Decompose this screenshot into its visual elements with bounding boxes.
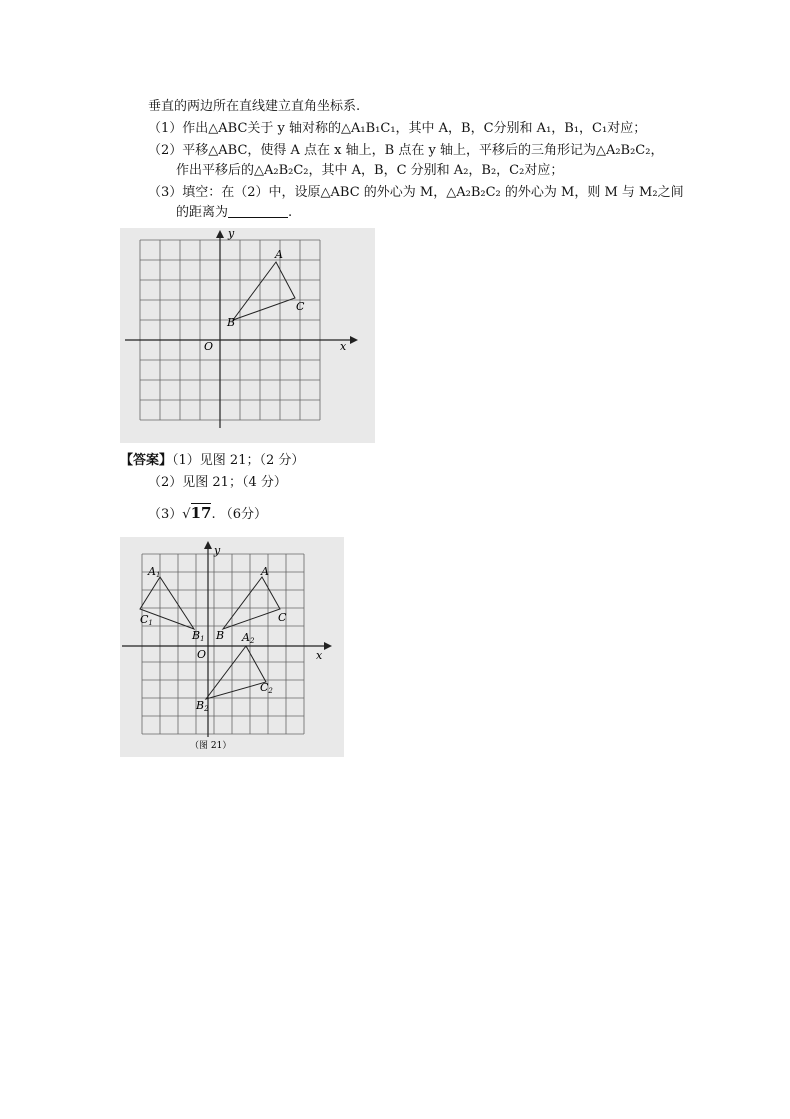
answer-tag: 【答案】	[120, 453, 173, 468]
question-3-line-2	[176, 204, 292, 222]
answer-3-prefix: （3）	[148, 507, 183, 522]
point-a-label: A	[275, 248, 283, 261]
answer-line-3	[148, 504, 267, 524]
figure-21-y-label: y	[214, 544, 221, 557]
answer-2: （2）见图 21；（4 分）	[148, 475, 287, 490]
question-1: （1）作出△ABC关于 y 轴对称的△A₁B₁C₁，其中 A，B，C分别和 A₁，B₁，C₁对应；	[148, 121, 647, 136]
figure-1-origin-label: O	[204, 340, 214, 353]
figure-21-caption: （图 21）	[190, 741, 232, 751]
question-2-line-2: 作出平移后的△A₂B₂C₂，其中 A，B，C 分别和 A₂，B₂，C₂对应；	[176, 163, 564, 178]
point-a2-label: A2	[242, 631, 255, 645]
answer-3-suffix: . （6分）	[211, 507, 267, 522]
question-2-line-1: （2）平移△ABC，使得 A 点在 x 轴上，B 点在 y 轴上，平移后的三角形记为△A₂B₂C₂，	[148, 143, 664, 158]
point-b-label: B	[216, 629, 225, 642]
point-b-label: B	[227, 316, 236, 329]
figure-1-y-label: y	[228, 228, 235, 240]
figure-1	[120, 228, 375, 443]
answer-blank	[228, 204, 288, 218]
point-c1-label: C1	[140, 613, 153, 627]
answer-1: （1）见图 21；（2 分）	[172, 453, 305, 468]
point-a-label: A	[261, 565, 269, 578]
figure-21	[120, 537, 344, 757]
answer-3-value: 17	[190, 504, 212, 522]
problem-intro: 垂直的两边所在直线建立直角坐标系.	[148, 99, 361, 114]
point-c-label: C	[296, 300, 305, 313]
point-b2-label: B2	[196, 699, 209, 713]
question-3-text: 的距离为	[176, 205, 229, 220]
sqrt-icon: √	[182, 507, 191, 522]
figure-1-x-label: x	[340, 340, 347, 353]
answer-line-1	[120, 452, 304, 470]
point-a1-label: A1	[148, 565, 161, 579]
question-3-line-1: （3）填空：在（2）中，设原△ABC 的外心为 M，△A₂B₂C₂ 的外心为 M，则 M 与 M₂之间	[148, 185, 684, 200]
figure-21-x-label: x	[316, 649, 323, 662]
point-b1-label: B1	[192, 629, 205, 643]
figure-21-origin-label: O	[197, 648, 207, 661]
question-3-period: .	[288, 205, 293, 220]
point-c-label: C	[278, 611, 287, 624]
point-c2-label: C2	[260, 681, 273, 695]
